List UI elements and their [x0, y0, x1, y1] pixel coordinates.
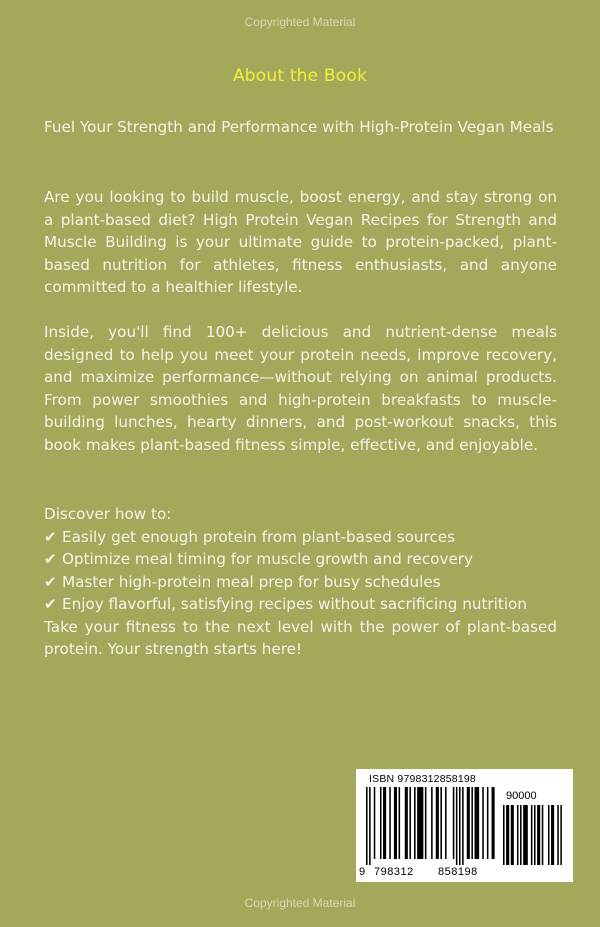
barcode-bar	[436, 787, 439, 859]
barcode-bar	[445, 787, 447, 859]
ean-digit-group-right: 858198	[438, 866, 478, 878]
check-list-item	[44, 526, 557, 549]
barcode-bar	[492, 787, 495, 859]
tagline: Fuel Your Strength and Performance with High-Protein Vegan Meals	[44, 118, 554, 136]
barcode-bar	[506, 805, 509, 865]
barcode-bar	[557, 805, 559, 865]
addon-barcode-bars	[503, 805, 563, 867]
barcode-bar	[520, 805, 522, 865]
watermark-bottom: Copyrighted Material	[244, 896, 356, 910]
watermark-top: Copyrighted Material	[244, 15, 356, 29]
barcode-bar	[551, 805, 554, 865]
barcode-bar	[503, 805, 505, 865]
discover-section	[44, 503, 557, 661]
barcode-bar	[459, 787, 461, 865]
barcode-bar	[399, 787, 401, 859]
barcode-bar	[374, 787, 376, 859]
barcode-bar	[531, 805, 533, 865]
barcode-bar	[394, 787, 397, 859]
barcode-bar	[456, 787, 458, 865]
barcode-bar	[560, 805, 562, 865]
barcode-bar	[431, 787, 433, 859]
barcode-bar	[425, 787, 427, 859]
barcode-bar	[534, 805, 536, 865]
barcode-bars	[366, 787, 496, 867]
barcode-bar	[389, 787, 391, 859]
section-heading: About the Book	[232, 66, 368, 86]
barcode-bar	[383, 787, 386, 859]
checkmark-icon: ✔	[44, 550, 57, 568]
closing-paragraph: Take your fitness to the next level with the power of plant-based protein. Your strength starts here!	[44, 617, 557, 658]
checkmark-icon: ✔	[44, 572, 57, 591]
tagline-block	[44, 116, 557, 139]
barcode-bar	[467, 787, 470, 859]
isbn-label: ISBN 9798312858198	[369, 773, 476, 785]
intro-paragraph: Are you looking to build muscle, boost energy, and stay strong on a plant-based diet? High Protein Vegan Recipes for Strength and Muscle Building is your ultimate guide to protein-packed, plant-based nutrition for athletes, fitness enthusiasts, and anyone committed to a healthier lifestyle.	[44, 188, 557, 296]
barcode-bar	[482, 787, 484, 859]
discover-intro: Discover how to:	[44, 505, 172, 523]
isbn-barcode	[356, 769, 573, 882]
barcode-bar	[453, 787, 455, 859]
check-item-text: Optimize meal timing for muscle growth and recovery	[62, 550, 474, 568]
barcode-bar	[487, 787, 489, 859]
details-paragraph-block	[44, 321, 557, 456]
barcode-bar	[517, 805, 519, 865]
barcode-bar	[417, 787, 423, 859]
price-code: 90000	[506, 790, 537, 802]
ean-first-digit: 9	[359, 866, 366, 878]
check-list-item	[44, 548, 557, 571]
barcode-bar	[548, 805, 550, 865]
barcode-bar	[366, 787, 368, 865]
check-list-item	[44, 593, 557, 616]
barcode-bar	[523, 805, 528, 865]
check-list-item	[44, 571, 557, 594]
barcode-bar	[414, 787, 416, 859]
barcode-bar	[440, 787, 442, 859]
barcode-bar	[409, 787, 411, 859]
ean-digit-group-left: 798312	[374, 866, 414, 878]
barcode-bar	[380, 787, 382, 859]
barcode-bar	[542, 805, 544, 865]
check-item-text: Enjoy flavorful, satisfying recipes without sacrificing nutrition	[62, 595, 527, 613]
details-paragraph: Inside, you'll find 100+ delicious and nutrient-dense meals designed to help you meet your protein needs, improve recovery, and maximize performance—without relying on animal products. From power smoothies and high-protein breakfasts to muscle-building lunches, hearty dinners, and post-workout snacks, this book makes plant-based fitness simple, effective, and enjoyable.	[44, 323, 557, 454]
barcode-bar	[511, 805, 514, 865]
barcode-bar	[405, 787, 408, 859]
barcode-bar	[475, 787, 480, 859]
barcode-bar	[369, 787, 371, 865]
barcode-bar	[471, 787, 473, 859]
checkmark-icon: ✔	[44, 527, 57, 546]
check-item-text: Easily get enough protein from plant-based sources	[62, 527, 456, 546]
barcode-bar	[462, 787, 464, 865]
check-item-text: Master high-protein meal prep for busy schedules	[62, 572, 441, 591]
checkmark-icon: ✔	[44, 595, 57, 613]
barcode-bar	[537, 805, 540, 865]
intro-paragraph-block	[44, 186, 557, 299]
